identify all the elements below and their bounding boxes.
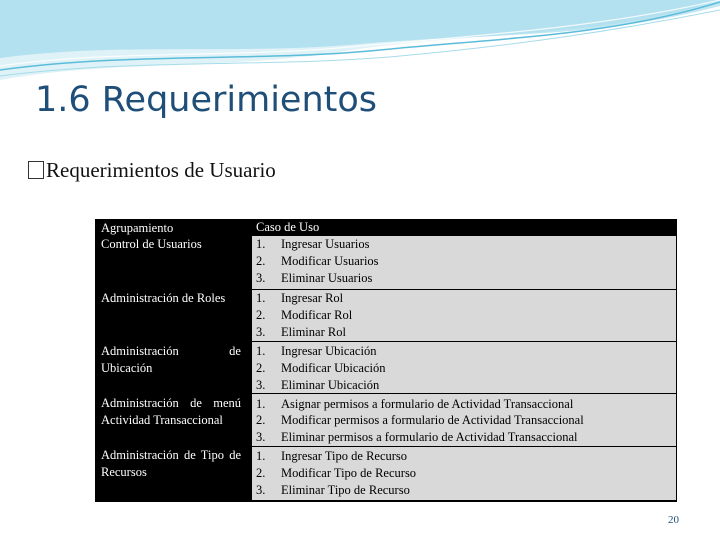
item-text: Eliminar permisos a formulario de Actividad Transaccional [281, 430, 578, 444]
group-label-menu-actividad: Administración de menú Actividad Transaccional [101, 396, 241, 427]
item-text: Modificar Usuarios [281, 254, 379, 268]
item-text: Asignar permisos a formulario de Actividad Transaccional [281, 397, 574, 411]
item-text: Modificar Tipo de Recurso [281, 466, 417, 480]
item-number: 1. [256, 344, 266, 358]
item-number: 2. [256, 466, 266, 480]
item-number: 2. [256, 254, 266, 268]
item-number: 3. [256, 378, 266, 392]
item-number: 3. [256, 325, 266, 339]
item-number: 1. [256, 291, 266, 305]
subtitle-text: Requerimientos de Usuario [46, 158, 276, 182]
item-number: 3. [256, 271, 266, 285]
group-label-tipo-recursos: Administración de Tipo de Recursos [101, 448, 241, 479]
item-number: 3. [256, 483, 266, 497]
item-number: 2. [256, 361, 266, 375]
item-text: Eliminar Rol [281, 325, 346, 339]
item-text: Eliminar Tipo de Recurso [281, 483, 410, 497]
item-text: Eliminar Ubicación [281, 378, 380, 392]
bullet-icon [28, 161, 44, 179]
item-number: 1. [256, 237, 266, 251]
item-text: Ingresar Rol [281, 291, 344, 305]
header-agrupamiento: Agrupamiento [101, 221, 174, 235]
item-text: Modificar Rol [281, 308, 353, 322]
header-caso-de-uso: Caso de Uso [256, 220, 320, 234]
item-text: Modificar Ubicación [281, 361, 386, 375]
item-number: 1. [256, 449, 266, 463]
group-label-ubicacion: Administración de Ubicación [101, 344, 241, 375]
slide-title: 1.6 Requerimientos [35, 80, 378, 120]
header-wave-decoration [0, 0, 720, 90]
group-label-roles: Administración de Roles [101, 291, 226, 305]
item-text: Ingresar Tipo de Recurso [281, 449, 408, 463]
item-text: Ingresar Ubicación [281, 344, 377, 358]
item-text: Modificar permisos a formulario de Actividad Transaccional [281, 413, 584, 427]
item-text: Ingresar Usuarios [281, 237, 370, 251]
slide-subtitle [28, 158, 276, 183]
item-number: 2. [256, 308, 266, 322]
group-label-control-usuarios: Control de Usuarios [101, 237, 202, 251]
item-text: Eliminar Usuarios [281, 271, 373, 285]
item-number: 1. [256, 397, 266, 411]
item-number: 2. [256, 413, 266, 427]
item-number: 3. [256, 430, 266, 444]
page-number: 20 [668, 514, 679, 526]
